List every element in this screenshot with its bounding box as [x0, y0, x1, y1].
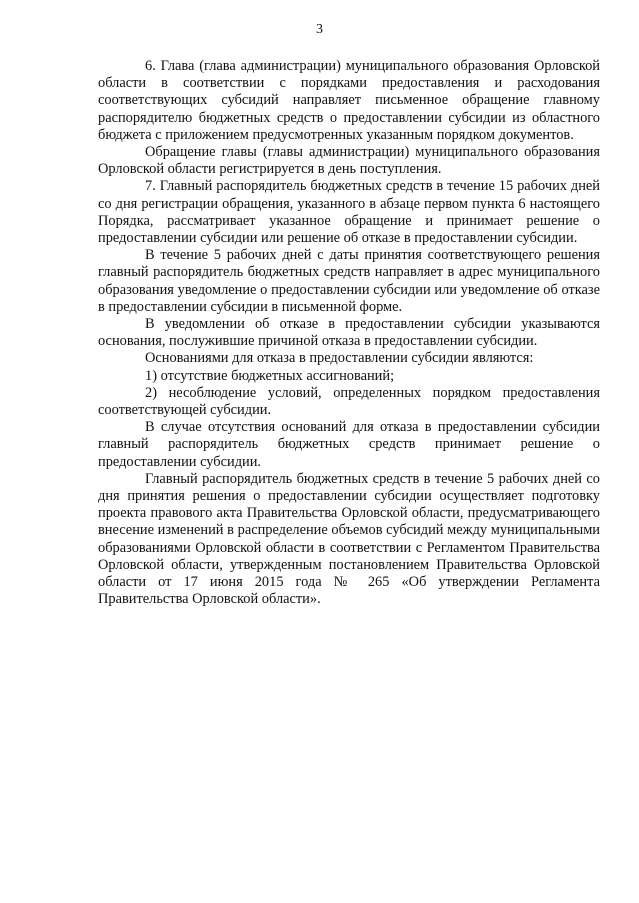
- paragraph-item-7-review: 7. Главный распорядитель бюджетных средств в течение 15 рабочих дней со дня регистрации обращения, указанного в абзаце первом пункта 6 настоящего Порядка, рассматривает указанное обращение и принимает решение о предоставлении субсидии или решение об отказе в предоставлении субсидии.: [98, 178, 600, 247]
- paragraph-no-grounds-decision: В случае отсутствия оснований для отказа в предоставлении субсидии главный распорядитель бюджетных средств принимает решение о предоставлении субсидии.: [98, 419, 600, 470]
- paragraph-item-6-appeal: 6. Глава (глава администрации) муниципального образования Орловской области в соответствии с порядками предоставления и расходования соответствующих субсидий направляет письменное обращение главному распорядителю бюджетных средств о предоставлении субсидии из областного бюджета с приложением предусмотренных указанным порядком документов.: [98, 58, 600, 143]
- list-item-ground-1: 1) отсутствие бюджетных ассигнований;: [145, 367, 395, 384]
- paragraph-appeal-registration: Обращение главы (главы администрации) муниципального образования Орловской области регистрируется в день поступления.: [98, 144, 600, 178]
- paragraph-legal-act-preparation: Главный распорядитель бюджетных средств в течение 5 рабочих дней со дня принятия решения о предоставлении субсидии осуществляет подготовку проекта правового акта Правительства Орловской области, предусматривающего внесение изменений в распределение объемов субсидий между муниципальными образованиями Орловской области в соответствии с Регламентом Правительства Орловской области, утвержденным постановлением Правительства Орловской области от 17 июня 2015 года № 265 «Об утверждении Регламента Правительства Орловской области».: [98, 470, 600, 608]
- paragraph-refusal-grounds-intro: Основаниями для отказа в предоставлении субсидии являются:: [145, 350, 534, 367]
- paragraph-notification: В течение 5 рабочих дней с даты принятия соответствующего решения главный распорядитель бюджетных средств направляет в адрес муниципального образования уведомление о предоставлении субсидии или уведомление об отказе в предоставлении субсидии в письменной форме.: [98, 247, 600, 315]
- paragraph-refusal-reasons-stated: В уведомлении об отказе в предоставлении субсидии указываются основания, послужившие причиной отказа в предоставлении субсидии.: [98, 316, 600, 350]
- document-body: [98, 58, 600, 609]
- list-item-ground-2: 2) несоблюдение условий, определенных порядком предоставления соответствующей субсидии.: [98, 384, 600, 419]
- page-number: 3: [316, 22, 323, 37]
